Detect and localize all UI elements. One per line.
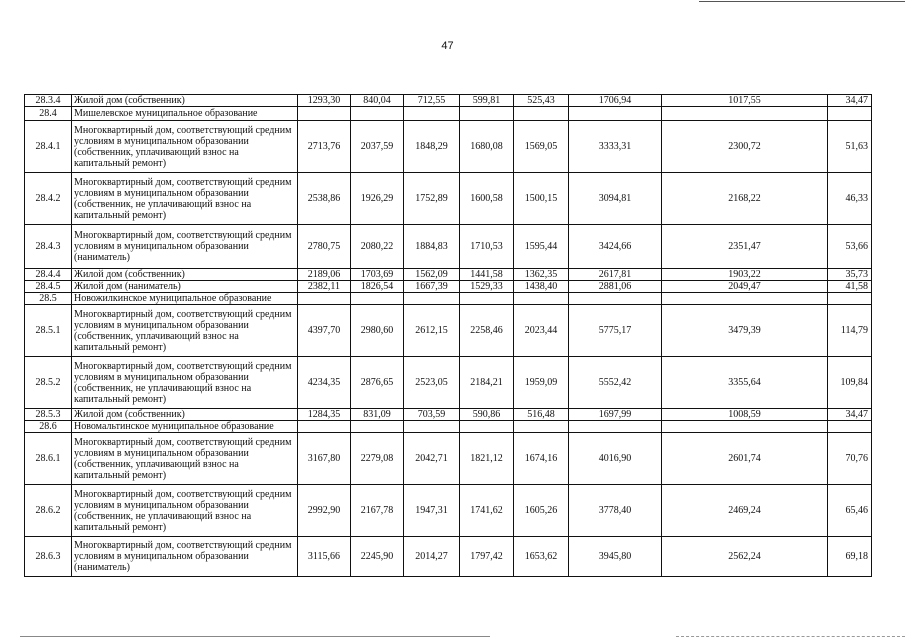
- table-row: [25, 121, 872, 173]
- value-cell: 51,63: [828, 121, 872, 173]
- value-cell: 1441,58: [460, 269, 514, 281]
- value-cell: [298, 421, 351, 433]
- row-name: Жилой дом (наниматель): [72, 281, 298, 293]
- value-cell: 34,47: [828, 95, 872, 107]
- value-cell: 831,09: [351, 409, 404, 421]
- value-cell: 1667,39: [404, 281, 460, 293]
- value-cell: 1438,40: [514, 281, 569, 293]
- value-cell: 1008,59: [662, 409, 828, 421]
- value-cell: 1674,16: [514, 433, 569, 485]
- page-number: 47: [441, 40, 454, 52]
- row-name: Многоквартирный дом, соответствующий средним условиям в муниципальном образовании (собственник, уплачивающий взнос на капитальный ремонт): [72, 121, 298, 173]
- value-cell: 2080,22: [351, 225, 404, 269]
- table-row: [25, 485, 872, 537]
- value-cell: [404, 107, 460, 121]
- value-cell: 1826,54: [351, 281, 404, 293]
- value-cell: [404, 421, 460, 433]
- row-name: Жилой дом (собственник): [72, 409, 298, 421]
- value-cell: 1017,55: [662, 95, 828, 107]
- value-cell: 2469,24: [662, 485, 828, 537]
- value-cell: 1362,35: [514, 269, 569, 281]
- table-row: [25, 421, 872, 433]
- value-cell: 1600,58: [460, 173, 514, 225]
- value-cell: 2014,27: [404, 537, 460, 577]
- value-cell: [828, 421, 872, 433]
- value-cell: 1697,99: [569, 409, 662, 421]
- table-body: [25, 95, 872, 577]
- row-code: 28.6.2: [25, 485, 72, 537]
- value-cell: 5775,17: [569, 305, 662, 357]
- value-cell: 2601,74: [662, 433, 828, 485]
- value-cell: 2523,05: [404, 357, 460, 409]
- row-name: Мишелевское муниципальное образование: [72, 107, 298, 121]
- table-row: [25, 269, 872, 281]
- row-code: 28.4.1: [25, 121, 72, 173]
- row-code: 28.5: [25, 293, 72, 305]
- value-cell: 840,04: [351, 95, 404, 107]
- table-row: [25, 305, 872, 357]
- table-row: [25, 173, 872, 225]
- value-cell: 2382,11: [298, 281, 351, 293]
- value-cell: 1884,83: [404, 225, 460, 269]
- row-name: Многоквартирный дом, соответствующий средним условиям в муниципальном образовании (наниматель): [72, 537, 298, 577]
- table-row: [25, 293, 872, 305]
- value-cell: 3479,39: [662, 305, 828, 357]
- value-cell: [828, 293, 872, 305]
- value-cell: [298, 107, 351, 121]
- row-name: Многоквартирный дом, соответствующий средним условиям в муниципальном образовании (собственник, не уплачивающий взнос на капитальный ремонт): [72, 357, 298, 409]
- value-cell: 1529,33: [460, 281, 514, 293]
- value-cell: 3355,64: [662, 357, 828, 409]
- value-cell: 525,43: [514, 95, 569, 107]
- value-cell: 114,79: [828, 305, 872, 357]
- value-cell: 2042,71: [404, 433, 460, 485]
- value-cell: 1653,62: [514, 537, 569, 577]
- table-row: [25, 95, 872, 107]
- value-cell: 1821,12: [460, 433, 514, 485]
- value-cell: 5552,42: [569, 357, 662, 409]
- row-code: 28.6.1: [25, 433, 72, 485]
- value-cell: 3094,81: [569, 173, 662, 225]
- value-cell: 2992,90: [298, 485, 351, 537]
- row-name: Многоквартирный дом, соответствующий средним условиям в муниципальном образовании (собственник, не уплачивающий взнос на капитальный ремонт): [72, 485, 298, 537]
- value-cell: 2881,06: [569, 281, 662, 293]
- value-cell: 3115,66: [298, 537, 351, 577]
- value-cell: 590,86: [460, 409, 514, 421]
- tariff-table: [24, 94, 872, 577]
- value-cell: [351, 293, 404, 305]
- bottom-rule: [20, 636, 490, 637]
- value-cell: 1703,69: [351, 269, 404, 281]
- table-row: [25, 357, 872, 409]
- value-cell: 1706,94: [569, 95, 662, 107]
- value-cell: 2538,86: [298, 173, 351, 225]
- row-name: Жилой дом (собственник): [72, 269, 298, 281]
- value-cell: [460, 107, 514, 121]
- value-cell: 1947,31: [404, 485, 460, 537]
- value-cell: [514, 293, 569, 305]
- value-cell: [828, 107, 872, 121]
- value-cell: [351, 107, 404, 121]
- value-cell: 1926,29: [351, 173, 404, 225]
- value-cell: 46,33: [828, 173, 872, 225]
- value-cell: 1959,09: [514, 357, 569, 409]
- value-cell: 1741,62: [460, 485, 514, 537]
- value-cell: 703,59: [404, 409, 460, 421]
- row-code: 28.6: [25, 421, 72, 433]
- value-cell: 69,18: [828, 537, 872, 577]
- value-cell: 2184,21: [460, 357, 514, 409]
- value-cell: 1848,29: [404, 121, 460, 173]
- table-row: [25, 537, 872, 577]
- row-code: 28.4.2: [25, 173, 72, 225]
- value-cell: [460, 421, 514, 433]
- value-cell: 516,48: [514, 409, 569, 421]
- row-code: 28.4.3: [25, 225, 72, 269]
- row-name: Жилой дом (собственник): [72, 95, 298, 107]
- row-name: Многоквартирный дом, соответствующий средним условиям в муниципальном образовании (собственник, уплачивающий взнос на капитальный ремонт): [72, 433, 298, 485]
- value-cell: [298, 293, 351, 305]
- row-name: Многоквартирный дом, соответствующий средним условиям в муниципальном образовании (наниматель): [72, 225, 298, 269]
- value-cell: 1605,26: [514, 485, 569, 537]
- top-rule: [699, 1, 905, 2]
- value-cell: 2279,08: [351, 433, 404, 485]
- value-cell: 3778,40: [569, 485, 662, 537]
- value-cell: 2351,47: [662, 225, 828, 269]
- value-cell: 1569,05: [514, 121, 569, 173]
- value-cell: 1680,08: [460, 121, 514, 173]
- row-code: 28.4.4: [25, 269, 72, 281]
- value-cell: 1797,42: [460, 537, 514, 577]
- value-cell: 2189,06: [298, 269, 351, 281]
- row-code: 28.5.3: [25, 409, 72, 421]
- value-cell: 1284,35: [298, 409, 351, 421]
- value-cell: 2562,24: [662, 537, 828, 577]
- value-cell: 2245,90: [351, 537, 404, 577]
- value-cell: 3333,31: [569, 121, 662, 173]
- value-cell: 1710,53: [460, 225, 514, 269]
- row-code: 28.4: [25, 107, 72, 121]
- value-cell: [514, 421, 569, 433]
- value-cell: 1500,15: [514, 173, 569, 225]
- row-code: 28.3.4: [25, 95, 72, 107]
- value-cell: 1293,30: [298, 95, 351, 107]
- value-cell: 34,47: [828, 409, 872, 421]
- table-row: [25, 433, 872, 485]
- row-code: 28.6.3: [25, 537, 72, 577]
- value-cell: 2980,60: [351, 305, 404, 357]
- value-cell: 712,55: [404, 95, 460, 107]
- value-cell: 109,84: [828, 357, 872, 409]
- value-cell: [662, 421, 828, 433]
- value-cell: 2876,65: [351, 357, 404, 409]
- value-cell: 2037,59: [351, 121, 404, 173]
- value-cell: 2167,78: [351, 485, 404, 537]
- value-cell: 2780,75: [298, 225, 351, 269]
- value-cell: 2023,44: [514, 305, 569, 357]
- row-name: Многоквартирный дом, соответствующий средним условиям в муниципальном образовании (собственник, не уплачивающий взнос на капитальный ремонт): [72, 173, 298, 225]
- value-cell: [514, 107, 569, 121]
- value-cell: 3945,80: [569, 537, 662, 577]
- value-cell: [404, 293, 460, 305]
- value-cell: 1752,89: [404, 173, 460, 225]
- value-cell: 1595,44: [514, 225, 569, 269]
- table-row: [25, 409, 872, 421]
- value-cell: 2617,81: [569, 269, 662, 281]
- value-cell: 65,46: [828, 485, 872, 537]
- value-cell: 2049,47: [662, 281, 828, 293]
- row-code: 28.4.5: [25, 281, 72, 293]
- value-cell: 3424,66: [569, 225, 662, 269]
- value-cell: 53,66: [828, 225, 872, 269]
- row-code: 28.5.1: [25, 305, 72, 357]
- value-cell: [569, 107, 662, 121]
- value-cell: [460, 293, 514, 305]
- value-cell: 4016,90: [569, 433, 662, 485]
- value-cell: 70,76: [828, 433, 872, 485]
- bottom-rule-right: [676, 636, 905, 637]
- value-cell: 41,58: [828, 281, 872, 293]
- value-cell: 2713,76: [298, 121, 351, 173]
- row-name: Многоквартирный дом, соответствующий средним условиям в муниципальном образовании (собственник, уплачивающий взнос на капитальный ремонт): [72, 305, 298, 357]
- row-name: Новомальтинское муниципальное образование: [72, 421, 298, 433]
- value-cell: 2168,22: [662, 173, 828, 225]
- value-cell: [662, 293, 828, 305]
- value-cell: [569, 293, 662, 305]
- value-cell: 4397,70: [298, 305, 351, 357]
- value-cell: 35,73: [828, 269, 872, 281]
- value-cell: 599,81: [460, 95, 514, 107]
- value-cell: 2300,72: [662, 121, 828, 173]
- value-cell: [662, 107, 828, 121]
- row-code: 28.5.2: [25, 357, 72, 409]
- row-name: Новожилкинское муниципальное образование: [72, 293, 298, 305]
- table-row: [25, 281, 872, 293]
- value-cell: 2612,15: [404, 305, 460, 357]
- table-row: [25, 225, 872, 269]
- value-cell: [569, 421, 662, 433]
- value-cell: 1562,09: [404, 269, 460, 281]
- value-cell: 1903,22: [662, 269, 828, 281]
- value-cell: [351, 421, 404, 433]
- table-row: [25, 107, 872, 121]
- value-cell: 2258,46: [460, 305, 514, 357]
- value-cell: 4234,35: [298, 357, 351, 409]
- value-cell: 3167,80: [298, 433, 351, 485]
